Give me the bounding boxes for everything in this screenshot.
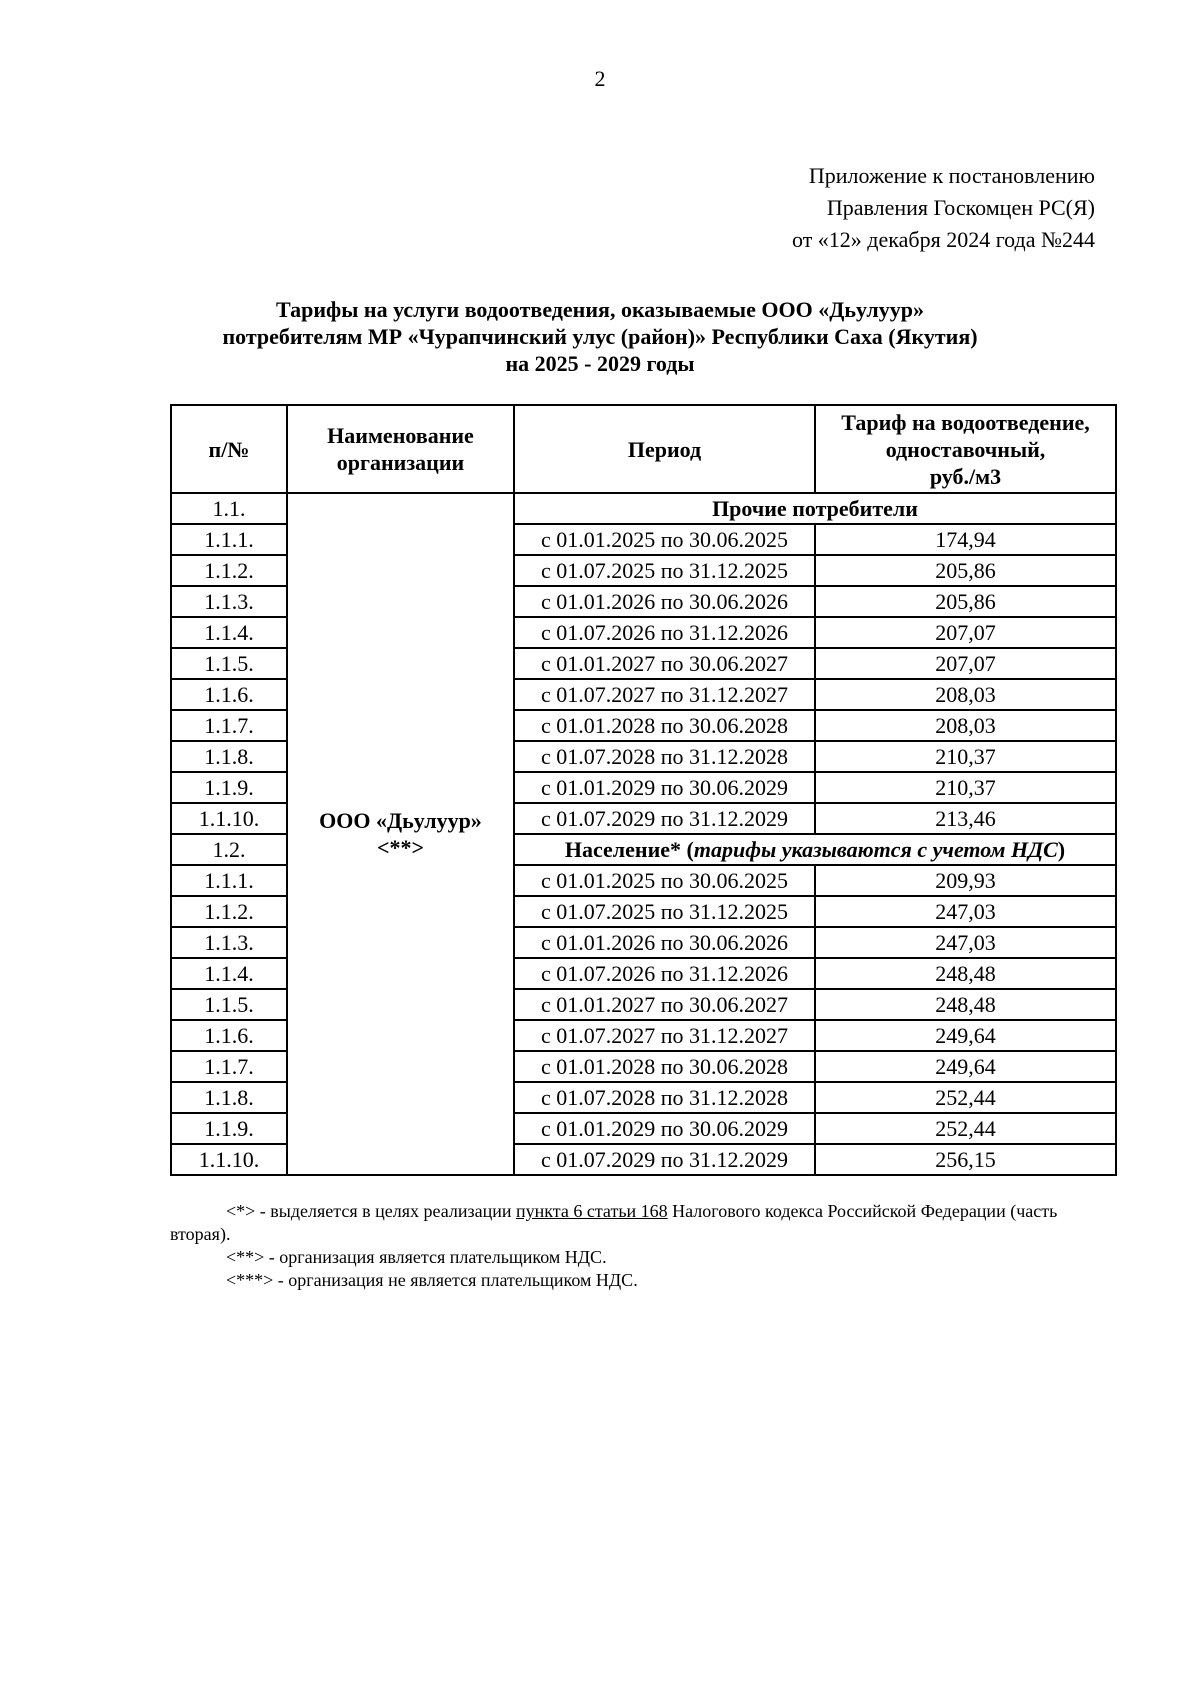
section-label-italic: тарифы указываются с учетом НДС: [693, 837, 1058, 862]
row-period: с 01.01.2029 по 30.06.2029: [514, 1113, 815, 1144]
row-period: с 01.07.2028 по 31.12.2028: [514, 741, 815, 772]
header-org-line-2: организации: [336, 450, 465, 475]
row-period: с 01.07.2025 по 31.12.2025: [514, 896, 815, 927]
organization-cell: [287, 493, 514, 1175]
row-num: 1.1.9.: [171, 1113, 287, 1144]
row-num: 1.1.9.: [171, 772, 287, 803]
row-tariff: 208,03: [815, 710, 1116, 741]
row-num: 1.1.5.: [171, 648, 287, 679]
header-org-line-1: Наименование: [327, 423, 474, 448]
section-label: [514, 834, 1116, 865]
footnote-1-end: Налогового кодекса Российской Федерации (часть вторая).: [170, 1201, 1058, 1244]
title-line-1: Тарифы на услуги водоотведения, оказываемые ООО «Дьулуур»: [275, 297, 925, 322]
row-tariff: 207,07: [815, 648, 1116, 679]
row-num: 1.1.6.: [171, 679, 287, 710]
section-label: Прочие потребители: [514, 493, 1116, 524]
footnote-1-start: <*> - выделяется в целях реализации: [226, 1201, 516, 1221]
row-tariff: 248,48: [815, 958, 1116, 989]
row-tariff: 210,37: [815, 772, 1116, 803]
row-num: 1.1.10.: [171, 1144, 287, 1175]
row-tariff: 205,86: [815, 586, 1116, 617]
row-period: с 01.07.2027 по 31.12.2027: [514, 1020, 815, 1051]
row-period: с 01.01.2028 по 30.06.2028: [514, 710, 815, 741]
row-num: 1.1.7.: [171, 710, 287, 741]
section-label-bold: Население* (: [564, 837, 694, 862]
table-body: [171, 493, 1116, 1175]
header-num: п/№: [171, 405, 287, 493]
row-tariff: 209,93: [815, 865, 1116, 896]
row-period: с 01.07.2029 по 31.12.2029: [514, 803, 815, 834]
footnotes: [170, 1200, 1115, 1292]
row-num: 1.1.3.: [171, 586, 287, 617]
row-period: с 01.01.2027 по 30.06.2027: [514, 989, 815, 1020]
header-tariff-line-2: одноставочный,: [885, 436, 1046, 462]
table-header-row: [171, 405, 1116, 493]
row-period: с 01.07.2028 по 31.12.2028: [514, 1082, 815, 1113]
footnote-3: <***> - организация не является плательщиком НДС.: [226, 1270, 638, 1290]
footnote-2: <**> - организация является плательщиком НДС.: [226, 1247, 607, 1267]
row-period: с 01.07.2026 по 31.12.2026: [514, 617, 815, 648]
row-period: с 01.07.2029 по 31.12.2029: [514, 1144, 815, 1175]
row-tariff: 213,46: [815, 803, 1116, 834]
row-period: с 01.01.2029 по 30.06.2029: [514, 772, 815, 803]
row-period: с 01.07.2027 по 31.12.2027: [514, 679, 815, 710]
header-organization: [287, 405, 514, 493]
row-num: 1.1.2.: [171, 896, 287, 927]
header-period: Период: [514, 405, 815, 493]
header-tariff: [815, 405, 1116, 493]
row-period: с 01.07.2026 по 31.12.2026: [514, 958, 815, 989]
document-title: [0, 296, 1200, 377]
row-period: с 01.01.2025 по 30.06.2025: [514, 524, 815, 555]
row-num: 1.1.8.: [171, 741, 287, 772]
row-num: 1.1.1.: [171, 865, 287, 896]
appendix-line-1: Приложение к постановлению: [808, 163, 1095, 188]
appendix-reference: [792, 160, 1095, 256]
row-period: с 01.01.2026 по 30.06.2026: [514, 586, 815, 617]
row-num: 1.1.1.: [171, 524, 287, 555]
row-num: 1.1.7.: [171, 1051, 287, 1082]
section-label-end: ): [1057, 837, 1066, 862]
page-number: 2: [594, 66, 606, 91]
section-row-other-consumers: [171, 493, 1116, 524]
row-num: 1.1.2.: [171, 555, 287, 586]
row-num: 1.1.4.: [171, 617, 287, 648]
row-tariff: 256,15: [815, 1144, 1116, 1175]
row-period: с 01.01.2026 по 30.06.2026: [514, 927, 815, 958]
row-tariff: 252,44: [815, 1082, 1116, 1113]
row-tariff: 248,48: [815, 989, 1116, 1020]
appendix-line-3: от «12» декабря 2024 года №244: [791, 227, 1095, 252]
row-period: с 01.01.2025 по 30.06.2025: [514, 865, 815, 896]
footnote-1-link[interactable]: пункта 6 статьи 168: [516, 1201, 668, 1221]
organization-name: ООО «Дьулуур»: [319, 808, 482, 833]
row-tariff: 210,37: [815, 741, 1116, 772]
row-num: 1.1.6.: [171, 1020, 287, 1051]
row-tariff: 207,07: [815, 617, 1116, 648]
row-num: 1.1.5.: [171, 989, 287, 1020]
row-tariff: 249,64: [815, 1020, 1116, 1051]
row-period: с 01.07.2025 по 31.12.2025: [514, 555, 815, 586]
row-tariff: 247,03: [815, 896, 1116, 927]
header-tariff-line-1: Тариф на водоотведение,: [841, 409, 1090, 435]
row-tariff: 249,64: [815, 1051, 1116, 1082]
row-num: 1.1.3.: [171, 927, 287, 958]
footnote-1: [170, 1200, 1115, 1246]
title-line-2: потребителям МР «Чурапчинский улус (район)» Республики Саха (Якутия): [222, 324, 978, 349]
row-tariff: 205,86: [815, 555, 1116, 586]
organization-note: <**>: [376, 835, 425, 860]
row-tariff: 247,03: [815, 927, 1116, 958]
appendix-line-2: Правления Госкомцен РС(Я): [826, 195, 1095, 220]
section-num: 1.2.: [171, 834, 287, 865]
row-num: 1.1.4.: [171, 958, 287, 989]
row-num: 1.1.8.: [171, 1082, 287, 1113]
section-num: 1.1.: [171, 493, 287, 524]
header-tariff-line-3: руб./м3: [929, 463, 1002, 489]
row-period: с 01.01.2027 по 30.06.2027: [514, 648, 815, 679]
tariff-table: [170, 404, 1117, 1176]
title-line-3: на 2025 - 2029 годы: [505, 351, 695, 376]
row-tariff: 208,03: [815, 679, 1116, 710]
row-period: с 01.01.2028 по 30.06.2028: [514, 1051, 815, 1082]
row-tariff: 252,44: [815, 1113, 1116, 1144]
row-tariff: 174,94: [815, 524, 1116, 555]
row-num: 1.1.10.: [171, 803, 287, 834]
